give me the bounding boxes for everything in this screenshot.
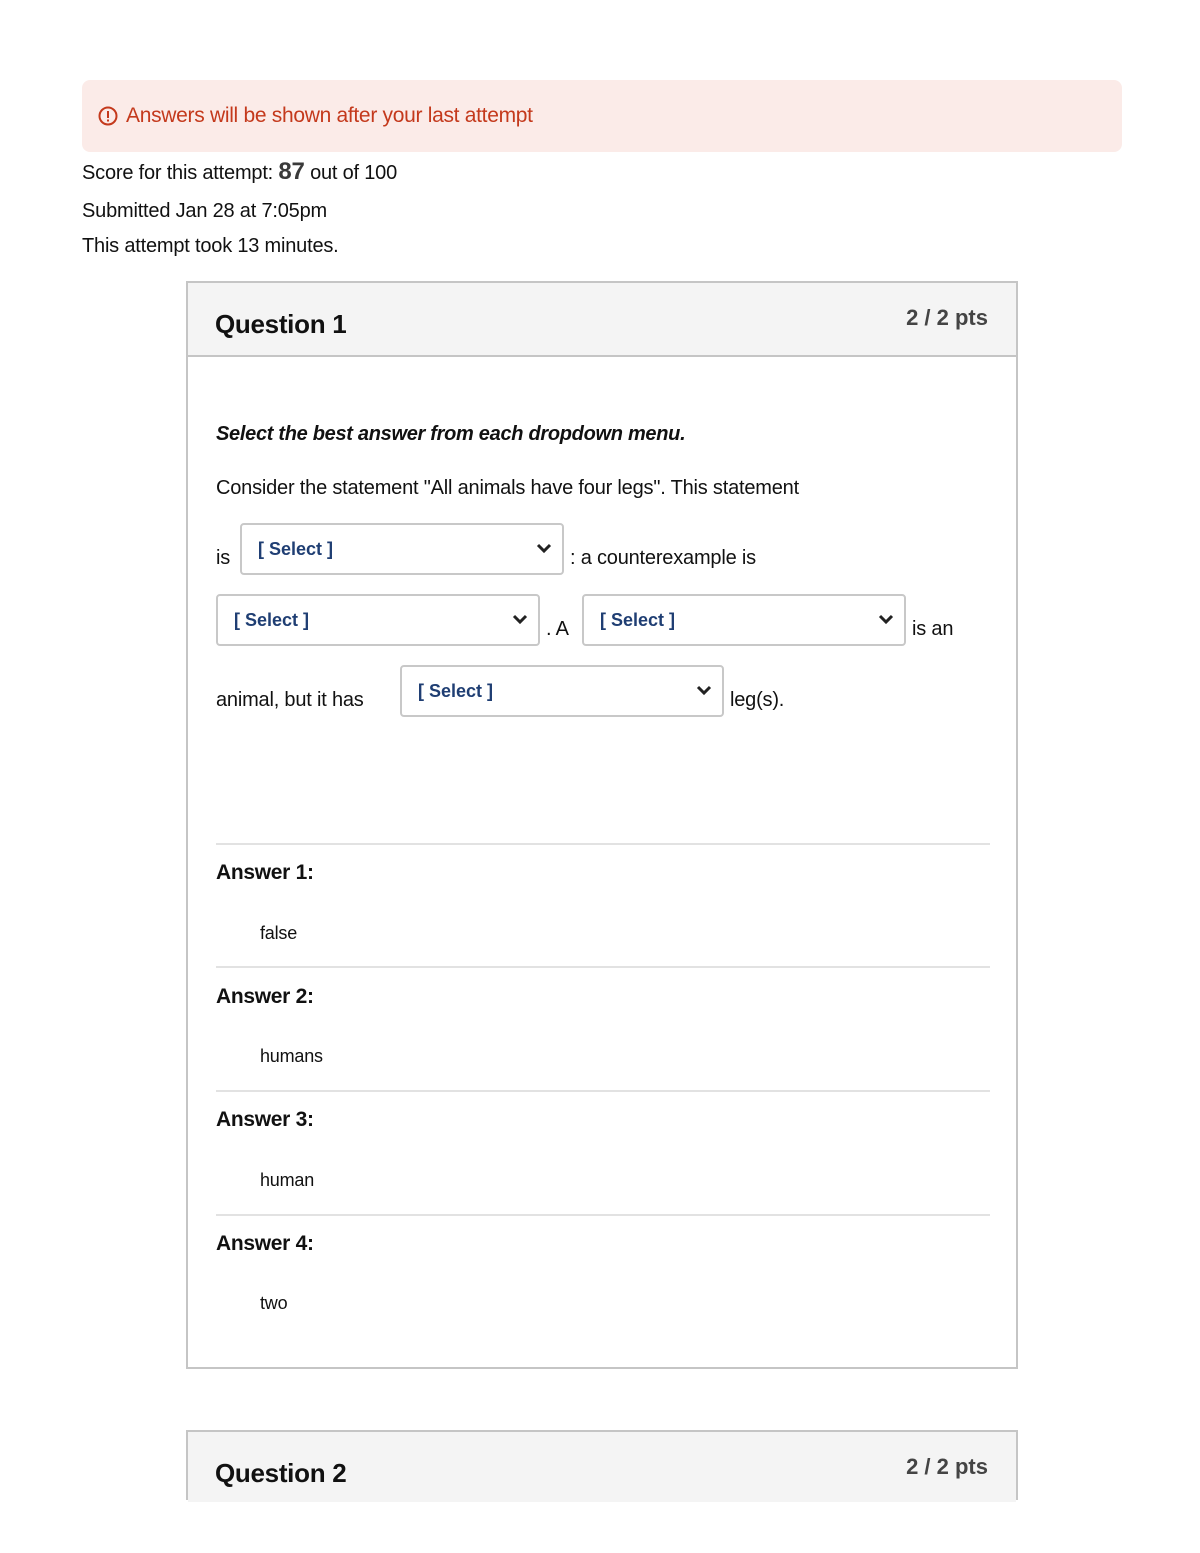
chevron-down-icon [878,613,894,625]
warning-circle-icon [98,106,118,126]
dropdown-3-value: [ Select ] [600,609,676,630]
answer-3-value: human [260,1170,315,1190]
question-title: Question 1 [215,309,347,339]
answer-1-value: false [260,923,298,943]
question-card-1 [186,281,1018,1369]
text-is-an: is an [912,618,954,640]
dropdown-4-value: [ Select ] [418,680,494,701]
chevron-down-icon [696,684,712,696]
answer-divider [216,966,990,968]
text-counterexample: : a counterexample is [570,547,756,569]
chevron-down-icon [512,613,528,625]
answer-divider [216,1214,990,1216]
question-instruction: Select the best answer from each dropdown menu. [216,423,686,445]
answer-2-value: humans [260,1046,323,1066]
dropdown-4[interactable] [400,665,724,717]
score-prefix: Score for this attempt: [82,162,274,184]
submitted-time: Submitted Jan 28 at 7:05pm [82,200,327,222]
score-value: 87 [278,158,305,185]
attempt-alert-banner [82,80,1122,152]
answer-2-label: Answer 2: [216,985,314,1008]
question-header [188,283,1016,357]
answer-4-label: Answer 4: [216,1232,314,1255]
text-is: is [216,547,231,569]
question-card-2 [186,1430,1018,1500]
answer-3-label: Answer 3: [216,1108,314,1131]
question-points: 2 / 2 pts [906,1454,988,1479]
dropdown-1-value: [ Select ] [258,538,334,559]
question-text-line1: Consider the statement "All animals have four legs". This statement [216,477,799,499]
score-suffix: out of 100 [310,162,398,184]
dropdown-3[interactable] [582,594,906,646]
attempt-duration: This attempt took 13 minutes. [82,235,339,257]
score-line [82,158,397,186]
text-animal-has: animal, but it has [216,689,364,711]
text-legs: leg(s). [730,689,785,711]
dropdown-2[interactable] [216,594,540,646]
text-a: . A [546,618,569,640]
alert-text: Answers will be shown after your last attempt [126,104,533,127]
dropdown-1[interactable] [240,523,564,575]
question-header [188,1432,1016,1502]
question-title: Question 2 [215,1458,347,1488]
answer-4-value: two [260,1293,288,1313]
answer-1-label: Answer 1: [216,861,314,884]
answer-divider [216,1090,990,1092]
question-points: 2 / 2 pts [906,305,988,330]
chevron-down-icon [536,542,552,554]
answer-divider [216,843,990,845]
dropdown-2-value: [ Select ] [234,609,310,630]
